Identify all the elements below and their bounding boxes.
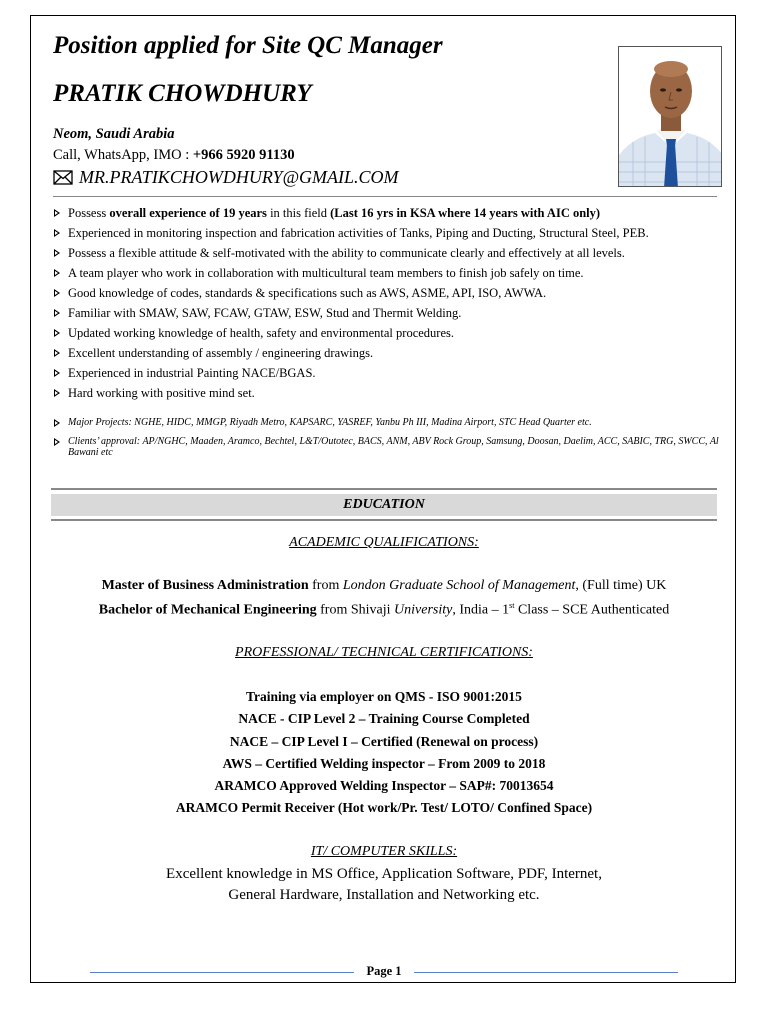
bullet-arrow-icon [54,309,60,317]
bullet-arrow-icon [54,209,60,217]
projects-list [53,417,721,466]
bullet-arrow-icon [54,329,60,337]
section-divider [51,519,717,521]
page-number: Page 1 [366,964,402,978]
bullet-arrow-icon [54,229,60,237]
resume-page [30,15,736,983]
envelope-icon [53,170,73,185]
degree-be: Bachelor of Mechanical Engineering from Shivaji University, India – 1st Class – SCE Authenticated [98,601,670,618]
certification-item: NACE – CIP Level I – Certified (Renewal on process) [229,734,539,749]
profile-photo [618,46,722,187]
certification-item: ARAMCO Approved Welding Inspector – SAP#: 70013654 [214,778,554,793]
academic-heading: ACADEMIC QUALIFICATIONS: [289,535,479,550]
summary-item: Possess overall experience of 19 years in this field (Last 16 yrs in KSA where 14 years with AIC only) [53,203,721,223]
summary-item: Hard working with positive mind set. [53,383,721,403]
position-title: Position applied for Site QC Manager [53,32,443,59]
certifications-heading: PROFESSIONAL/ TECHNICAL CERTIFICATIONS: [235,645,533,660]
degree-mba: Master of Business Administration from London Graduate School of Management, (Full time) UK [101,578,667,593]
it-skills-heading: IT/ COMPUTER SKILLS: [310,844,458,859]
email-address[interactable]: MR.PRATIKCHOWDHURY@GMAIL.COM [79,167,399,187]
it-skills-line: Excellent knowledge in MS Office, Application Software, PDF, Internet, [166,866,602,882]
section-divider [51,488,717,490]
summary-item: Experienced in industrial Painting NACE/BGAS. [53,363,721,383]
it-skills-line: General Hardware, Installation and Networking etc. [228,887,540,903]
footer-rule [90,972,354,973]
certification-item: AWS – Certified Welding inspector – From 2009 to 2018 [222,756,546,771]
summary-item: Familiar with SMAW, SAW, FCAW, GTAW, ESW, Stud and Thermit Welding. [53,303,721,323]
phone-number: +966 5920 91130 [192,147,295,163]
client-approvals: Clients’ approval: AP/NGHC, Maaden, Aramco, Bechtel, L&T/Outotec, BACS, ANM, ABV Rock Group, Samsung, Doosan, Daelim, ACC, SABIC, TRG, SWCC, Al Bawani etc [53,436,721,458]
bullet-arrow-icon [54,419,60,427]
summary-item: Good knowledge of codes, standards & specifications such as AWS, ASME, API, ISO, AWWA. [53,283,721,303]
bullet-arrow-icon [54,289,60,297]
certification-item: NACE - CIP Level 2 – Training Course Completed [238,711,530,726]
certification-item: Training via employer on QMS - ISO 9001:2015 [246,689,522,704]
bullet-arrow-icon [54,349,60,357]
summary-item: Updated working knowledge of health, safety and environmental procedures. [53,323,721,343]
summary-list [53,203,721,403]
bullet-arrow-icon [54,438,60,446]
summary-item: Possess a flexible attitude & self-motivated with the ability to communicate clearly and effectively at all levels. [53,243,721,263]
bullet-arrow-icon [54,269,60,277]
bullet-arrow-icon [54,369,60,377]
contact-line [53,147,295,164]
summary-item: Excellent understanding of assembly / engineering drawings. [53,343,721,363]
major-projects: Major Projects: NGHE, HIDC, MMGP, Riyadh Metro, KAPSARC, YASREF, Yanbu Ph III, Madina Airport, STC Head Quarter etc. [53,417,721,428]
footer-rule [414,972,678,973]
summary-item: A team player who work in collaboration with multicultural team members to finish job safely on time. [53,263,721,283]
summary-item: Experienced in monitoring inspection and fabrication activities of Tanks, Piping and Ducting, Structural Steel, PEB. [53,223,721,243]
candidate-name: PRATIK CHOWDHURY [53,80,312,107]
bullet-arrow-icon [54,389,60,397]
contact-label: Call, WhatsApp, IMO : [53,147,193,163]
location: Neom, Saudi Arabia [53,126,175,142]
education-section-title: EDUCATION [51,494,717,516]
certification-item: ARAMCO Permit Receiver (Hot work/Pr. Test/ LOTO/ Confined Space) [175,800,593,815]
email-row [53,167,399,188]
header-divider [53,196,717,197]
bullet-arrow-icon [54,249,60,257]
